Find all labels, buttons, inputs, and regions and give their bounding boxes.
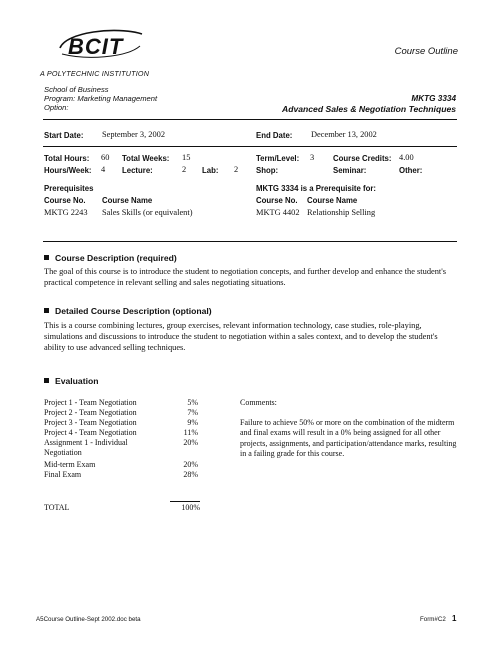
prereq-rule <box>43 241 457 242</box>
total-underline <box>170 501 200 502</box>
prereq-col-name: Course Name <box>102 196 153 205</box>
doc-type: Course Outline <box>394 46 458 57</box>
header-rule <box>43 119 457 120</box>
prereq-course-name: Sales Skills (or equivalent) <box>102 208 193 217</box>
school: School of Business <box>44 85 109 94</box>
total-hours-value: 60 <box>101 153 110 162</box>
credits-label: Course Credits: <box>333 154 392 163</box>
eval-item-name: Assignment 1 - Individual <box>44 438 128 447</box>
eval-item-name: Project 2 - Team Negotiation <box>44 408 137 417</box>
eval-item-pct: 20% <box>183 460 198 469</box>
prereq-for-course-no: MKTG 4402 <box>256 208 300 217</box>
eval-item-name: Negotiation <box>44 448 82 457</box>
page-number: 1 <box>452 614 457 623</box>
course-title: Advanced Sales & Negotiation Techniques <box>282 104 456 114</box>
eval-item-name: Final Exam <box>44 470 82 479</box>
lab-label: Lab: <box>202 166 219 175</box>
prereq-for-col-no: Course No. <box>256 196 298 205</box>
eval-item-pct: 11% <box>183 428 198 437</box>
start-date-label: Start Date: <box>44 131 84 140</box>
hours-week-value: 4 <box>101 165 106 174</box>
detailed-description-text: This is a course combining lectures, group exercises, relevant information technology, case studies, role-playing, simulations and discussions to introduce the student to negotiation within a sales context, and to develop the student's ability to use advanced selling techniques. <box>44 321 438 352</box>
course-description-text: The goal of this course is to introduce the student to negotiation concepts, and further develop and enhance the student's practical competence in relevant selling and sales negotiating situations. <box>44 267 446 287</box>
total-label: TOTAL <box>44 503 70 512</box>
logo-text: BCIT <box>68 34 124 59</box>
shop-label: Shop: <box>256 166 279 175</box>
eval-item-name: Project 3 - Team Negotiation <box>44 418 137 427</box>
prereq-heading: Prerequisites <box>44 184 94 193</box>
start-date-value: September 3, 2002 <box>102 130 166 139</box>
bullet-square-icon <box>44 255 49 260</box>
lab-value: 2 <box>234 165 239 174</box>
dates-rule <box>43 146 457 147</box>
prereq-col-no: Course No. <box>44 196 86 205</box>
seminar-label: Seminar: <box>333 166 367 175</box>
end-date-label: End Date: <box>256 131 293 140</box>
comments-label: Comments: <box>240 398 277 407</box>
eval-item-pct: 28% <box>183 470 198 479</box>
footer-form: Form#C2 <box>420 616 446 623</box>
prereq-for-course-name: Relationship Selling <box>307 208 376 217</box>
eval-item-pct: 20% <box>183 438 198 447</box>
total-hours-label: Total Hours: <box>44 154 90 163</box>
course-code: MKTG 3334 <box>411 94 456 103</box>
lecture-value: 2 <box>182 165 187 174</box>
eval-item-pct: 5% <box>187 398 198 407</box>
prereq-for-col-name: Course Name <box>307 196 358 205</box>
program: Program: Marketing Management <box>44 94 158 103</box>
total-weeks-value: 15 <box>182 153 191 162</box>
prereq-for-heading: MKTG 3334 is a Prerequisite for: <box>256 184 377 193</box>
course-description-heading: Course Description (required) <box>44 253 177 263</box>
total-weeks-label: Total Weeks: <box>122 154 170 163</box>
eval-item-pct: 7% <box>187 408 198 417</box>
tagline: A POLYTECHNIC INSTITUTION <box>40 69 150 78</box>
bullet-square-icon <box>44 308 49 313</box>
term-value: 3 <box>310 153 315 162</box>
term-label: Term/Level: <box>256 154 300 163</box>
hours-week-label: Hours/Week: <box>44 166 92 175</box>
eval-item-pct: 9% <box>187 418 198 427</box>
eval-item-name: Project 4 - Team Negotiation <box>44 428 137 437</box>
detailed-description-heading: Detailed Course Description (optional) <box>44 306 212 316</box>
other-label: Other: <box>399 166 423 175</box>
footer-file: A5Course Outline-Sept 2002.doc beta <box>36 616 141 623</box>
bcit-logo <box>56 24 146 66</box>
evaluation-heading: Evaluation <box>44 376 98 386</box>
prereq-course-no: MKTG 2243 <box>44 208 88 217</box>
comments-text: Failure to achieve 50% or more on the combination of the midterm and final exams will result in a 0% being assigned for all other projects, assignments, and participation/attendance marks, resulting in a failing grade for this course. <box>240 418 457 459</box>
eval-item-name: Project 1 - Team Negotiation <box>44 398 137 407</box>
eval-item-name: Mid-term Exam <box>44 460 96 469</box>
option: Option: <box>44 103 69 112</box>
total-value: 100% <box>181 503 200 512</box>
bullet-square-icon <box>44 378 49 383</box>
lecture-label: Lecture: <box>122 166 153 175</box>
credits-value: 4.00 <box>399 153 414 162</box>
end-date-value: December 13, 2002 <box>311 130 377 139</box>
